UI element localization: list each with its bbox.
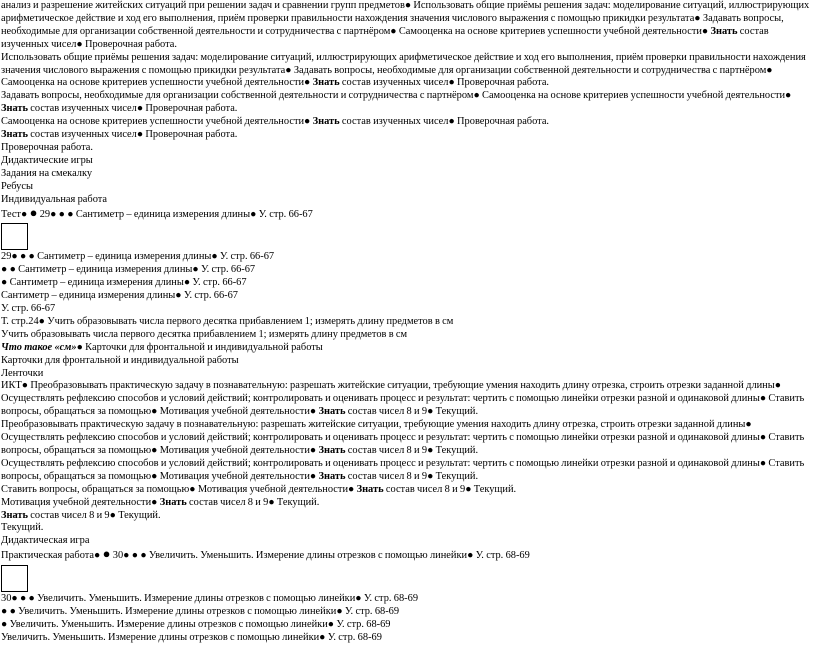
text-run: У. стр. 66-67 (1, 303, 56, 315)
paragraph-p14 (1, 277, 813, 290)
paragraph-p3 (1, 90, 813, 116)
paragraph-p13 (1, 264, 813, 277)
text-run: Знать (159, 496, 187, 508)
text-run: состав чисел 8 и 9● Текущий. (28, 509, 161, 521)
text-run: состав изученных чисел● Проверочная работа. (339, 116, 550, 128)
text-run: состав изученных чисел● Проверочная работа. (1, 25, 769, 50)
text-run: Знать (312, 77, 340, 89)
text-run: Знать (318, 470, 346, 482)
text-run: Знать (710, 25, 738, 37)
text-run: Использовать общие приёмы решения задач: моделирование ситуаций, иллюстрирующих арифметическое действие и ход его выполнения, приём проверки правильности нахождения значения числового выражения с помощью прикидки результата● Задавать вопросы, необходимые для организации собственной деятельности и сотрудничества с партнёром● Самооценка на основе критериев успешности учебной деятельности● (1, 51, 806, 89)
text-run: состав изученных чисел● Проверочная работа. (339, 77, 550, 89)
text-run: Текущий. (1, 522, 44, 534)
empty-image-frame (1, 565, 28, 592)
text-run: Индивидуальная работа (1, 193, 108, 205)
text-run: 30● ● ● Увеличить. Уменьшить. Измерение длины отрезков с помощью линейки● У. стр. 68-69 (110, 550, 530, 562)
text-run: Знать (1, 103, 28, 115)
text-run: 29● ● ● Сантиметр – единица измерения длины● У. стр. 66-67 (37, 208, 313, 220)
paragraph-p23 (1, 419, 813, 458)
text-run: ● (29, 204, 38, 220)
paragraph-p7 (1, 155, 813, 168)
paragraph-p9 (1, 181, 813, 194)
text-run: ● Сантиметр – единица измерения длины● У. стр. 66-67 (1, 277, 247, 289)
text-run: Дидактические игры (1, 154, 93, 166)
text-run: Мотивация учебной деятельности● (1, 496, 160, 508)
paragraph-p34 (1, 632, 813, 645)
text-run: Самооценка на основе критериев успешности учебной деятельности● (1, 116, 313, 128)
paragraph-p31 (1, 593, 813, 606)
paragraph-p18 (1, 329, 813, 342)
paragraph-p15 (1, 290, 813, 303)
paragraph-p1 (1, 0, 813, 52)
text-run: Практическая работа● (1, 550, 103, 562)
paragraph-p27 (1, 510, 813, 523)
text-run: Знать (1, 129, 28, 141)
text-run: Карточки для фронтальной и индивидуальной работы (1, 354, 239, 366)
paragraph-p29 (1, 535, 813, 548)
text-run: ● Увеличить. Уменьшить. Измерение длины отрезков с помощью линейки● У. стр. 68-69 (1, 618, 391, 630)
text-run: состав чисел 8 и 9● Текущий. (345, 406, 479, 418)
text-run: Учить образовывать числа первого десятка прибавлением 1; измерять длину предметов в см (1, 328, 408, 340)
text-run: Ленточки (1, 367, 44, 379)
paragraph-p6 (1, 142, 813, 155)
paragraph-p10 (1, 194, 813, 207)
text-run: ● ● Увеличить. Уменьшить. Измерение длины отрезков с помощью линейки● У. стр. 68-69 (1, 606, 400, 618)
empty-image-frame (1, 223, 28, 250)
text-run: Дидактическая игра (1, 535, 90, 547)
paragraph-p28 (1, 522, 813, 535)
text-run: 29● ● ● Сантиметр – единица измерения длины● У. стр. 66-67 (1, 251, 275, 263)
text-run: ● ● Сантиметр – единица измерения длины● У. стр. 66-67 (1, 264, 256, 276)
text-run: Знать (318, 445, 346, 456)
text-run: Знать (318, 406, 346, 418)
text-run: ИКТ● Преобразовывать практическую задачу в познавательную: разрешать житейские ситуации, требующие умения находить длину отрезка, строить отрезки заданной длины● Осуществлять рефлексию способов и условий действий; контролировать и оценивать процесс и результат: чертить с помощью линейки отрезки разной и одинаковой длины● Ставить вопросы, обращаться за помощью● Мотивация учебной деятельности● (1, 380, 805, 418)
text-run: 30● ● ● Увеличить. Уменьшить. Измерение длины отрезков с помощью линейки● У. стр. 68-69 (1, 593, 419, 605)
paragraph-p2 (1, 52, 813, 91)
paragraph-p32 (1, 606, 813, 619)
text-run: Увеличить. Уменьшить. Измерение длины отрезков с помощью линейки● У. стр. 68-69 (1, 631, 382, 643)
paragraph-p25 (1, 484, 813, 497)
paragraph-p30 (1, 548, 813, 563)
text-run: Что такое «см» (1, 341, 77, 353)
text-run: ● Карточки для фронтальной и индивидуальной работы (76, 341, 323, 353)
text-run: состав чисел 8 и 9● Текущий. (186, 496, 320, 508)
paragraph-p21 (1, 368, 813, 381)
text-run: Т. стр.24● Учить образовывать числа первого десятка прибавлением 1; измерять длину предметов в см (1, 315, 454, 327)
text-run: Ставить вопросы, обращаться за помощью● Мотивация учебной деятельности● (1, 483, 357, 495)
text-run: Осуществлять рефлексию способов и условий действий; контролировать и оценивать процесс и результат: чертить с помощью линейки отрезки разной и одинаковой длины● Ставить вопросы, обращаться за помощью● Мотивация учебной деятельности● (1, 457, 805, 482)
paragraph-p19 (1, 342, 813, 355)
paragraph-p24 (1, 458, 813, 484)
paragraph-p26 (1, 497, 813, 510)
paragraph-p33 (1, 619, 813, 632)
text-run: Знать (356, 483, 384, 495)
paragraph-p12 (1, 251, 813, 264)
text-run: Ребусы (1, 180, 33, 192)
paragraph-p22 (1, 380, 813, 419)
paragraph-p16 (1, 303, 813, 316)
text-run: Задавать вопросы, необходимые для организации собственной деятельности и сотрудничества с партнёром● Самооценка на основе критериев успешности учебной деятельности● (1, 90, 792, 102)
paragraph-p4 (1, 116, 813, 129)
text-run: Знать (312, 116, 340, 128)
text-run: состав чисел 8 и 9● Текущий. (345, 445, 479, 456)
text-run: состав изученных чисел● Проверочная работа. (28, 103, 238, 115)
text-run: Знать (1, 509, 28, 521)
text-run: Тест● (1, 208, 30, 220)
paragraph-p17 (1, 316, 813, 329)
paragraph-p5 (1, 129, 813, 142)
paragraph-p11 (1, 204, 813, 222)
text-run: ● (102, 546, 111, 562)
text-run: Проверочная работа. (1, 141, 93, 153)
text-run: состав чисел 8 и 9● Текущий. (345, 470, 479, 482)
text-run: состав изученных чисел● Проверочная работа. (28, 129, 238, 141)
text-run: Сантиметр – единица измерения длины● У. стр. 66-67 (1, 290, 238, 302)
text-run: Задания на смекалку (1, 167, 93, 179)
paragraph-p8 (1, 168, 813, 181)
paragraph-p20 (1, 355, 813, 368)
text-run: состав чисел 8 и 9● Текущий. (383, 483, 517, 495)
text-run: Преобразовывать практическую задачу в познавательную: разрешать житейские ситуации, требующие умения находить длину отрезка, строить отрезки заданной длины● Осуществлять рефлексию способов и условий действий; контролировать и оценивать процесс и результат: чертить с помощью линейки отрезки разной и одинаковой длины● Ставить вопросы, обращаться за помощью● Мотивация учебной деятельности● (1, 419, 805, 456)
text-run: анализ и разрешение житейских ситуаций при решении задач и сравнении групп предметов● Использовать общие приёмы решения задач: моделирование ситуаций, иллюстрирующих арифметическое действие и ход его выполнения, приём проверки правильности нахождения значения числового выражения с помощью прикидки результата● Задавать вопросы, необходимые для организации собственной деятельности и сотрудничества с партнёром● Самооценка на основе критериев успешности учебной деятельности● (1, 0, 810, 37)
